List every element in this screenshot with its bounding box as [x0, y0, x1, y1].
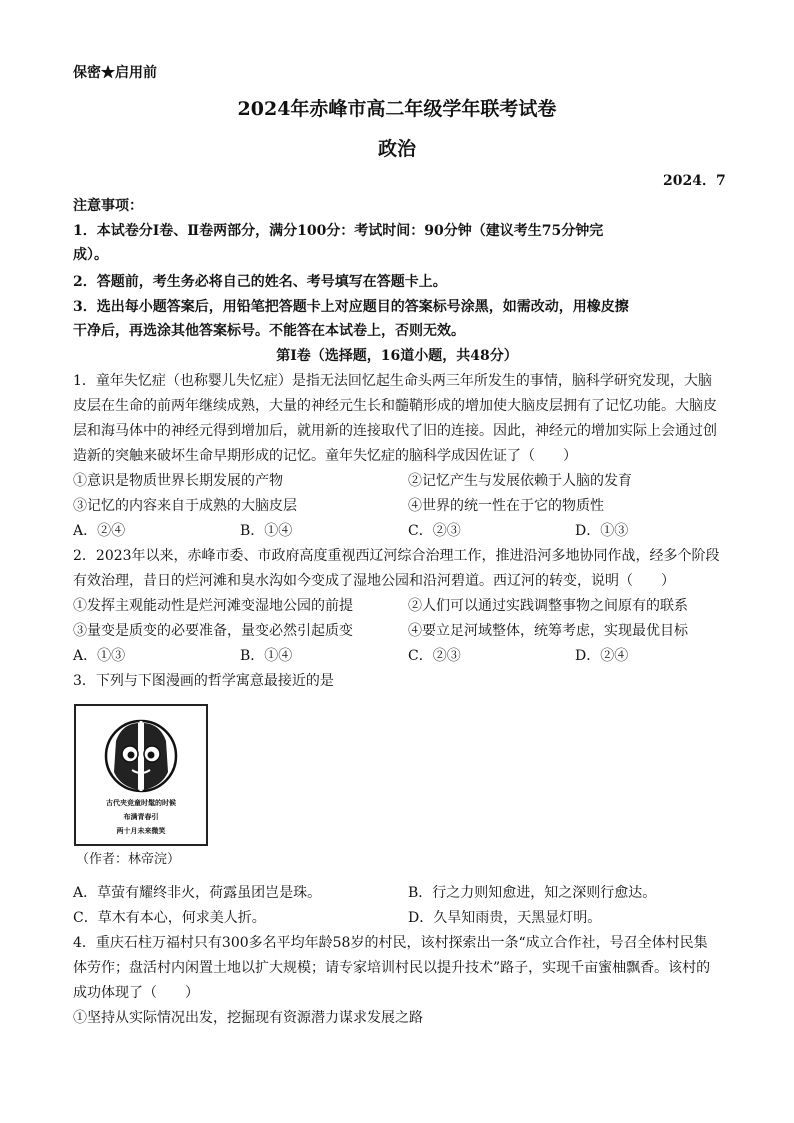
note-1-cont: 成）。 [73, 247, 108, 263]
q2-statement-1: ①发挥主观能动性是烂河滩变湿地公园的前提 [73, 598, 353, 614]
q1-statement-2: ②记忆产生与发展依赖于人脑的发育 [408, 473, 632, 489]
q1-statement-4: ④世界的统一性在于它的物质性 [408, 498, 604, 514]
note-2: 2．答题前，考生务必将自己的姓名、考号填写在答题卡上。 [73, 274, 447, 290]
q1-stem-line-4: 造新的突触来破坏生命早期形成的记忆。童年失忆症的脑科学成因佐证了（ ） [73, 448, 577, 464]
q2-option-c[interactable]: C．②③ [408, 648, 461, 664]
q2-statement-4: ④要立足河域整体，统筹考虑，实现最优目标 [408, 623, 688, 639]
q1-option-a[interactable]: A．②④ [73, 523, 126, 539]
section-1-title: 第Ⅰ卷（选择题，16道小题，共48分） [276, 348, 518, 364]
cartoon-caption-2: 布满青春引 [123, 813, 159, 821]
q1-stem-line-3: 层和海马体中的神经元得到增加后，就用新的连接取代了旧的连接。因此，神经元的增加实际上会通过创 [73, 423, 717, 439]
exam-title: 2024年赤峰市高二年级学年联考试卷 [237, 98, 557, 120]
q2-statement-2: ②人们可以通过实践调整事物之间原有的联系 [408, 598, 688, 614]
cartoon-caption-3: 两十月未来微笑 [116, 827, 166, 835]
q3-stem: 3．下列与下图漫画的哲学寓意最接近的是 [73, 673, 334, 689]
q3-option-c[interactable]: C．草木有本心，何求美人折。 [73, 910, 266, 926]
cartoon-image [74, 704, 208, 846]
q4-stem-line-1: 4．重庆石柱万福村只有300多名平均年龄58岁的村民，该村探索出一条“成立合作社，号召全体村民集 [73, 935, 708, 951]
q4-stem-line-2: 体劳作；盘活村内闲置土地以扩大规模；请专家培训村民以提升技术”路子，实现千亩蜜柚飘香。该村的 [73, 960, 711, 976]
note-3: 3．选出每小题答案后，用铅笔把答题卡上对应题目的答案标号涂黑，如需改动，用橡皮擦 [73, 299, 629, 315]
cartoon-caption-1: 古代夹竞童时髦的时候 [106, 799, 176, 807]
q4-statement-1: ①坚持从实际情况出发，挖掘现有资源潜力谋求发展之路 [73, 1010, 423, 1026]
note-3-cont: 干净后，再选涂其他答案标号。不能答在本试卷上，否则无效。 [73, 323, 465, 339]
cartoon-author: （作者：林帝浣） [76, 852, 181, 867]
q1-statement-3: ③记忆的内容来自于成熟的大脑皮层 [73, 498, 297, 514]
q4-stem-line-3: 成功体现了（ ） [73, 985, 199, 1001]
q1-option-b[interactable]: B．①④ [240, 523, 293, 539]
q3-option-b[interactable]: B．行之力则知愈进，知之深则行愈达。 [408, 885, 657, 901]
q2-option-a[interactable]: A．①③ [73, 648, 126, 664]
q1-option-c[interactable]: C．②③ [408, 523, 461, 539]
q2-option-d[interactable]: D．②④ [575, 648, 629, 664]
note-1: 1．本试卷分Ⅰ卷、Ⅱ卷两部分，满分100分：考试时间：90分钟（建议考生75分钟完 [73, 223, 604, 239]
cartoon-drawing-icon [76, 706, 206, 844]
subject-title: 政治 [377, 138, 416, 160]
q2-stem-line-1: 2．2023年以来，赤峰市委、市政府高度重视西辽河综合治理工作，推进沿河多地协同作战，经多个阶段 [73, 548, 720, 564]
q2-option-b[interactable]: B．①④ [240, 648, 293, 664]
q1-stem-line-2: 皮层在生命的前两年继续成熟，大量的神经元生长和髓鞘形成的增加使大脑皮层拥有了记忆功能。大脑皮 [73, 398, 717, 414]
notes-heading: 注意事项： [73, 198, 143, 214]
exam-date: 2024．7 [663, 173, 726, 189]
confidential-mark: 保密★启用前 [73, 65, 157, 81]
q1-option-d[interactable]: D．①③ [575, 523, 629, 539]
q2-stem-line-2: 有效治理，昔日的烂河滩和臭水沟如今变成了湿地公园和沿河碧道。西辽河的转变，说明（ ） [73, 573, 675, 589]
q1-stem-line-1: 1．童年失忆症（也称婴儿失忆症）是指无法回忆起生命头两三年所发生的事情，脑科学研究发现，大脑 [73, 373, 712, 389]
q2-statement-3: ③量变是质变的必要准备，量变必然引起质变 [73, 623, 353, 639]
q1-statement-1: ①意识是物质世界长期发展的产物 [73, 473, 283, 489]
q3-option-d[interactable]: D．久旱知雨贵，天黑显灯明。 [408, 910, 602, 926]
q3-option-a[interactable]: A．草萤有耀终非火，荷露虽团岂是珠。 [73, 885, 322, 901]
